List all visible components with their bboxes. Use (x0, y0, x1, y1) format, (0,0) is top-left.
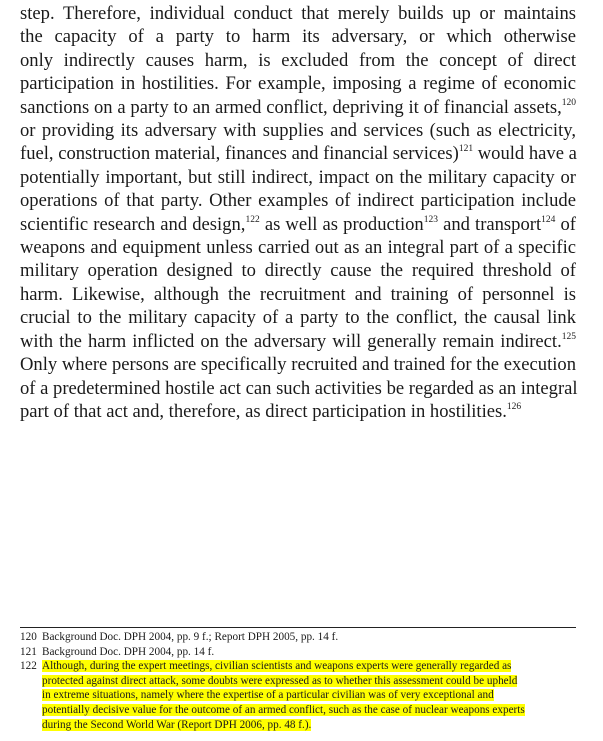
paragraph-line: Only where persons are specifically recruited and trained for the execution (20, 354, 576, 376)
footnotes-section (20, 630, 576, 732)
highlighted-text: in extreme situations, namely where the expertise of a particular civilian was of very exceptional and (42, 689, 494, 702)
footnote-number: 120 (20, 631, 37, 643)
highlighted-text: during the Second World War (Report DPH 2006, pp. 48 f.). (42, 718, 312, 731)
footnote-ref-122[interactable]: 122 (245, 214, 260, 225)
footnote-122 (20, 659, 576, 732)
footnote-ref-123[interactable]: 123 (423, 214, 438, 225)
paragraph-line: participation in hostilities. For example, imposing a regime of economic (20, 73, 576, 95)
footnote-121 (20, 645, 576, 660)
footnote-divider (20, 627, 576, 628)
footnote-text-highlighted (42, 659, 576, 732)
paragraph-line: crucial to the military capacity of a party to the conflict, the causal link (20, 307, 576, 329)
footnote-text: Background Doc. DPH 2004, pp. 9 f.; Report DPH 2005, pp. 14 f. (42, 631, 339, 643)
highlighted-text: protected against direct attack, some doubts were expressed as to whether this assessment could be upheld (42, 674, 518, 687)
paragraph-line: sanctions on a party to an armed conflict, depriving it of financial assets,$^{120}$ (20, 96, 576, 118)
paragraph-line: or providing its adversary with supplies and services (such as electricity, (20, 120, 576, 142)
footnote-number: 122 (20, 660, 37, 673)
paragraph-line: with the harm inflicted on the adversary will generally remain indirect.$^{125}$ (20, 330, 576, 352)
paragraph-line: step. Therefore, individual conduct that merely builds up or maintains (20, 3, 576, 24)
footnote-ref-120[interactable]: 120 (561, 97, 576, 108)
paragraph-line: potentially important, but still indirect, impact on the military capacity or (20, 166, 576, 188)
paragraph-line: of a predetermined hostile act can such activities be regarded as an integral (20, 377, 578, 399)
paragraph-line: weapons and equipment unless carried out as an integral part of a specific (20, 237, 576, 259)
footnote-ref-121[interactable]: 121 (458, 144, 474, 155)
footnote-ref-124[interactable]: 124 (541, 214, 556, 225)
paragraph-line: part of that act and, therefore, as direct participation in hostilities.$^{126}$ (20, 400, 522, 422)
paragraph-line: scientific research and design,$^{122}$ as well as production$^{123}$ and transport$^{124}$ of (20, 213, 576, 235)
highlighted-text: Although, during the expert meetings, civilian scientists and weapons experts were generally regarded as (42, 660, 512, 673)
paragraph-line: the capacity of a party to harm its adversary, or which otherwise (20, 26, 576, 48)
paragraph-line: operations of that party. Other examples of indirect participation include (20, 190, 576, 212)
paragraph-line: only indirectly causes harm, is excluded from the concept of direct (20, 49, 576, 71)
highlighted-text: potentially decisive value for the outcome of an armed conflict, such as the case of nuclear weapons experts (42, 703, 525, 716)
main-paragraph (20, 2, 576, 423)
paragraph-line: harm. Likewise, although the recruitment and training of personnel is (20, 283, 576, 305)
paragraph-line: military operation designed to directly cause the required threshold of (20, 260, 576, 282)
footnote-ref-126[interactable]: 126 (506, 401, 522, 412)
footnote-120 (20, 630, 576, 645)
paragraph-line: fuel, construction material, finances and financial services)$^{121}$ would have a (20, 143, 577, 165)
footnote-ref-125[interactable]: 125 (561, 331, 576, 342)
footnote-number: 121 (20, 645, 37, 658)
footnote-text: Background Doc. DPH 2004, pp. 14 f. (42, 645, 215, 658)
